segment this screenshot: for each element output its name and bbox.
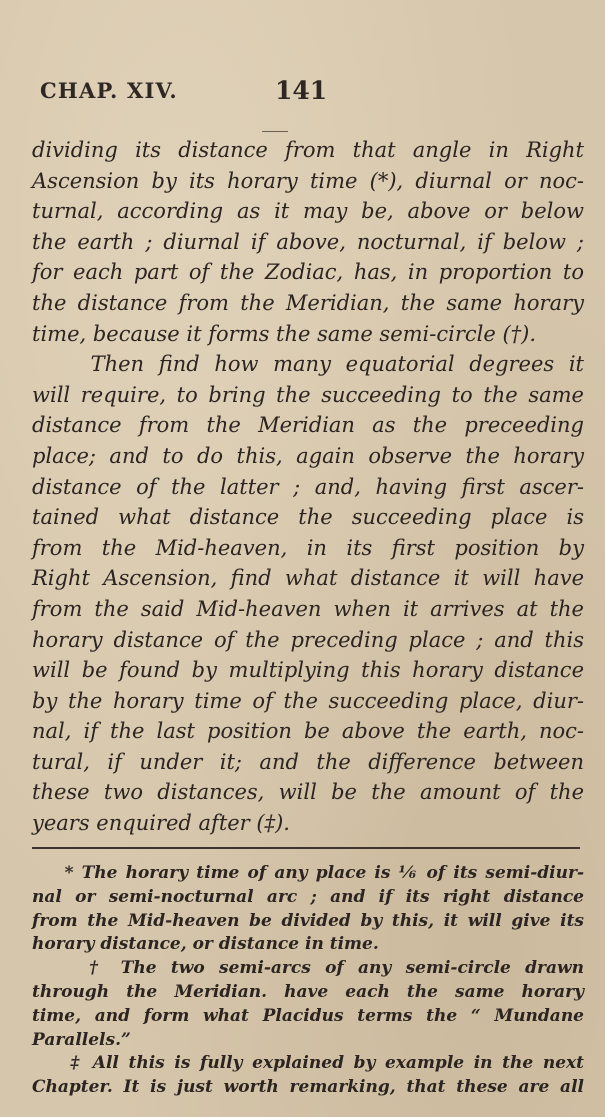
text-line: by the horary time of the succeeding place, diur- [32, 688, 584, 713]
text-line: the distance from the Meridian, the same horary [32, 290, 584, 315]
text-line: Ascension by its horary time (*), diurnal or noc- [32, 168, 584, 193]
text-line: will be found by multiplying this horary distance [32, 658, 584, 683]
footnote-line: horary distance, or distance in time. [32, 934, 379, 955]
text-line: the earth ; diurnal if above, nocturnal, if below ; [32, 229, 584, 254]
text-line: nal, if the last position be above the earth, noc- [32, 719, 584, 744]
text-line: dividing its distance from that angle in Right [32, 138, 584, 162]
footnote-line: time, and form what Placidus terms the “ Mundane [32, 1005, 584, 1026]
running-head: CHAP. XIV. [40, 78, 178, 103]
text-line: distance from the Meridian as the preceeding [32, 413, 584, 438]
footnote-line: nal or semi-nocturnal arc ; and if its right distance [32, 886, 584, 907]
text-line: will require, to bring the succeeding to the same [32, 382, 584, 407]
footnote-line: * The horary time of any place is ⅙ of its semi-diur- [32, 863, 584, 883]
text-line: Right Ascension, find what distance it will have [32, 566, 584, 591]
main-text [32, 135, 584, 839]
text-line: from the Mid-heaven, in its first position by [32, 535, 584, 560]
text-line: Then find how many equatorial degrees it [32, 352, 584, 377]
text-line: turnal, according as it may be, above or below [32, 199, 584, 224]
page-number: 141 [275, 76, 328, 105]
text-line: tural, if under it; and the difference between [32, 749, 584, 774]
text-line: for each part of the Zodiac, has, in proportion to [32, 260, 584, 285]
footnote-line: † The two semi-arcs of any semi-circle drawn [32, 958, 584, 979]
footnote-divider [32, 847, 580, 849]
footnote-line: through the Meridian. have each the same horary [32, 981, 584, 1002]
text-line: horary distance of the preceding place ; and this [32, 627, 584, 652]
header-rule [262, 131, 288, 132]
text-line: from the said Mid-heaven when it arrives at the [32, 596, 584, 621]
footnote-line: Chapter. It is just worth remarking, that these are all [32, 1077, 584, 1098]
footnote-line: ‡ All this is fully explained by example in the next [32, 1053, 584, 1074]
footnote-line: from the Mid-heaven be divided by this, it will give its [32, 910, 584, 931]
footnotes [32, 862, 584, 1100]
page-header [40, 78, 580, 108]
text-line: years enquired after (‡). [32, 811, 290, 836]
text-line: distance of the latter ; and, having first ascer- [32, 474, 584, 499]
footnote-line: Parallels.” [32, 1029, 131, 1050]
text-line: these two distances, will be the amount of the [32, 780, 584, 805]
text-line: place; and to do this, again observe the horary [32, 443, 584, 468]
text-line: tained what distance the succeeding place is [32, 505, 584, 530]
text-line: time, because it forms the same semi-circle (†). [32, 321, 537, 346]
